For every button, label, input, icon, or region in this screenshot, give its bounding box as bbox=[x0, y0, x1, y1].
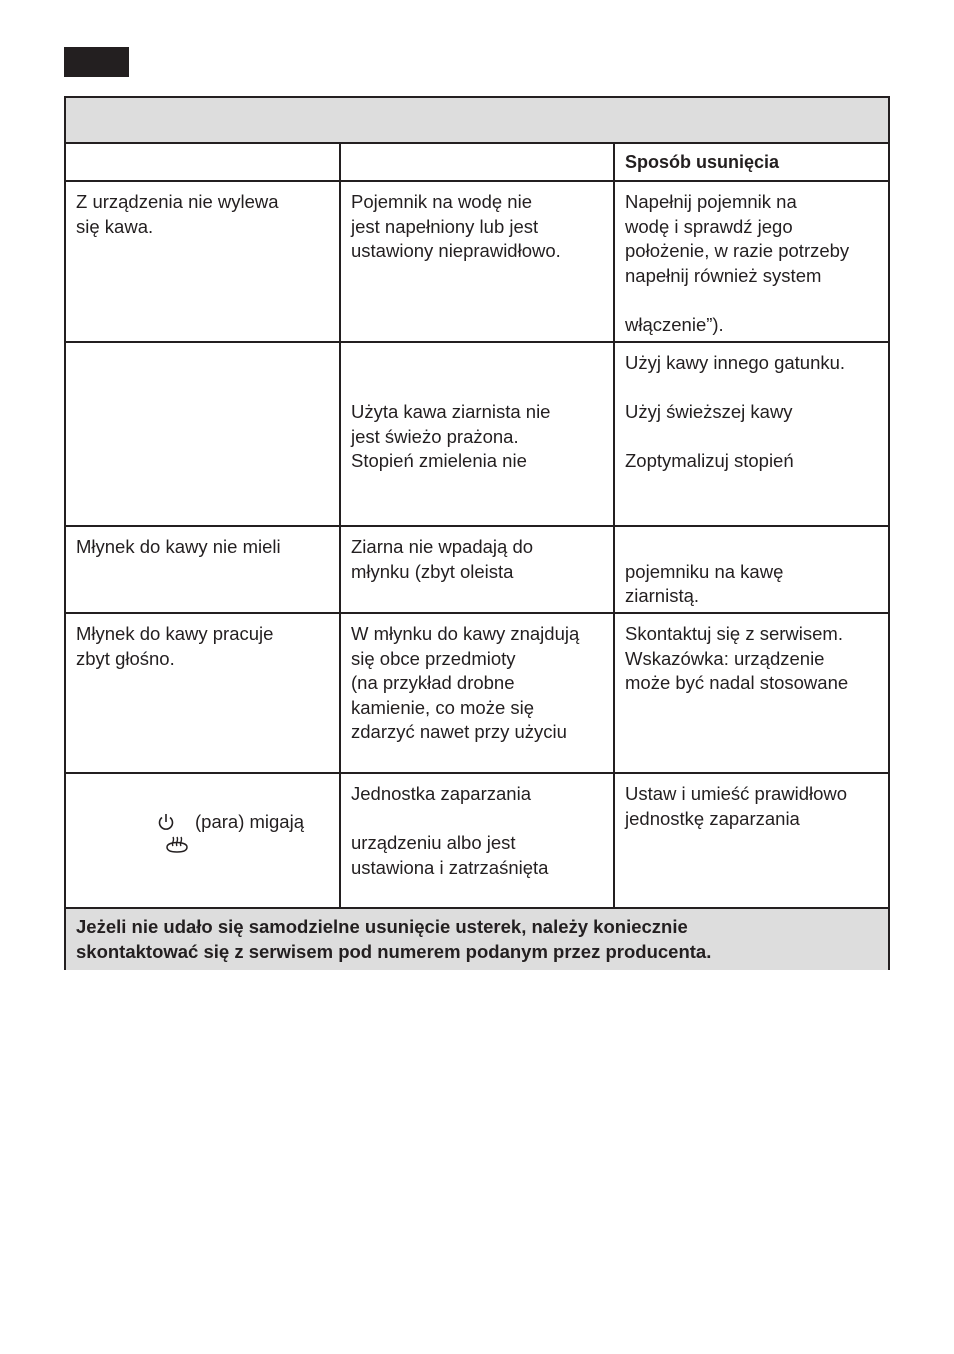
cause-cell: Jednostka zaparzania urządzeniu albo jest ustawiona i zatrzaśnięta bbox=[341, 774, 615, 907]
language-tab bbox=[64, 47, 129, 77]
problem-cell bbox=[66, 774, 341, 907]
remedy-cell: Użyj kawy innego gatunku. Użyj świeższej kawy Zoptymalizuj stopień bbox=[625, 352, 846, 471]
cause-cell: Użyta kawa ziarnista nie jest świeżo prażona. Stopień zmielenia nie bbox=[341, 343, 615, 525]
column-header-cause bbox=[341, 144, 615, 180]
troubleshooting-table bbox=[64, 96, 890, 970]
table-row bbox=[66, 614, 888, 774]
problem-cell: Młynek do kawy nie mieli bbox=[66, 527, 341, 612]
column-header-row bbox=[66, 144, 888, 182]
table-title-band bbox=[66, 98, 888, 144]
table-row bbox=[66, 527, 888, 614]
problem-cell: Z urządzenia nie wylewa się kawa. bbox=[66, 182, 341, 341]
problem-cell bbox=[66, 343, 341, 525]
cause-cell: Pojemnik na wodę nie jest napełniony lub jest ustawiony nieprawidłowo. bbox=[341, 182, 615, 341]
table-row bbox=[66, 182, 888, 343]
remedy-cell: Skontaktuj się z serwisem. Wskazówka: urządzenie może być nadal stosowane bbox=[625, 623, 849, 693]
table-row bbox=[66, 774, 888, 909]
remedy-cell: Napełnij pojemnik na wodę i sprawdź jego położenie, w razie potrzeby napełnij również system włączenie”). bbox=[625, 191, 850, 335]
cause-cell: Ziarna nie wpadają do młynku (zbyt oleista bbox=[341, 527, 615, 612]
column-header-remedy: Sposób usunięcia bbox=[625, 152, 780, 172]
column-header-problem bbox=[66, 144, 341, 180]
steam-icon bbox=[164, 809, 190, 880]
problem-text: (para) migają bbox=[195, 811, 304, 832]
remedy-cell: Ustaw i umieść prawidłowo jednostkę zaparzania bbox=[625, 783, 848, 829]
cause-cell: W młynku do kawy znajdują się obce przedmioty (na przykład drobne kamienie, co może się zdarzyć nawet przy użyciu bbox=[341, 614, 615, 772]
service-note: Jeżeli nie udało się samodzielne usunięcie usterek, należy koniecznie skontaktować się z serwisem pod numerem podanym przez producenta. bbox=[66, 909, 888, 970]
remedy-cell: pojemniku na kawę ziarnistą. bbox=[625, 560, 784, 606]
table-row bbox=[66, 343, 888, 527]
problem-cell: Młynek do kawy pracuje zbyt głośno. bbox=[66, 614, 341, 772]
